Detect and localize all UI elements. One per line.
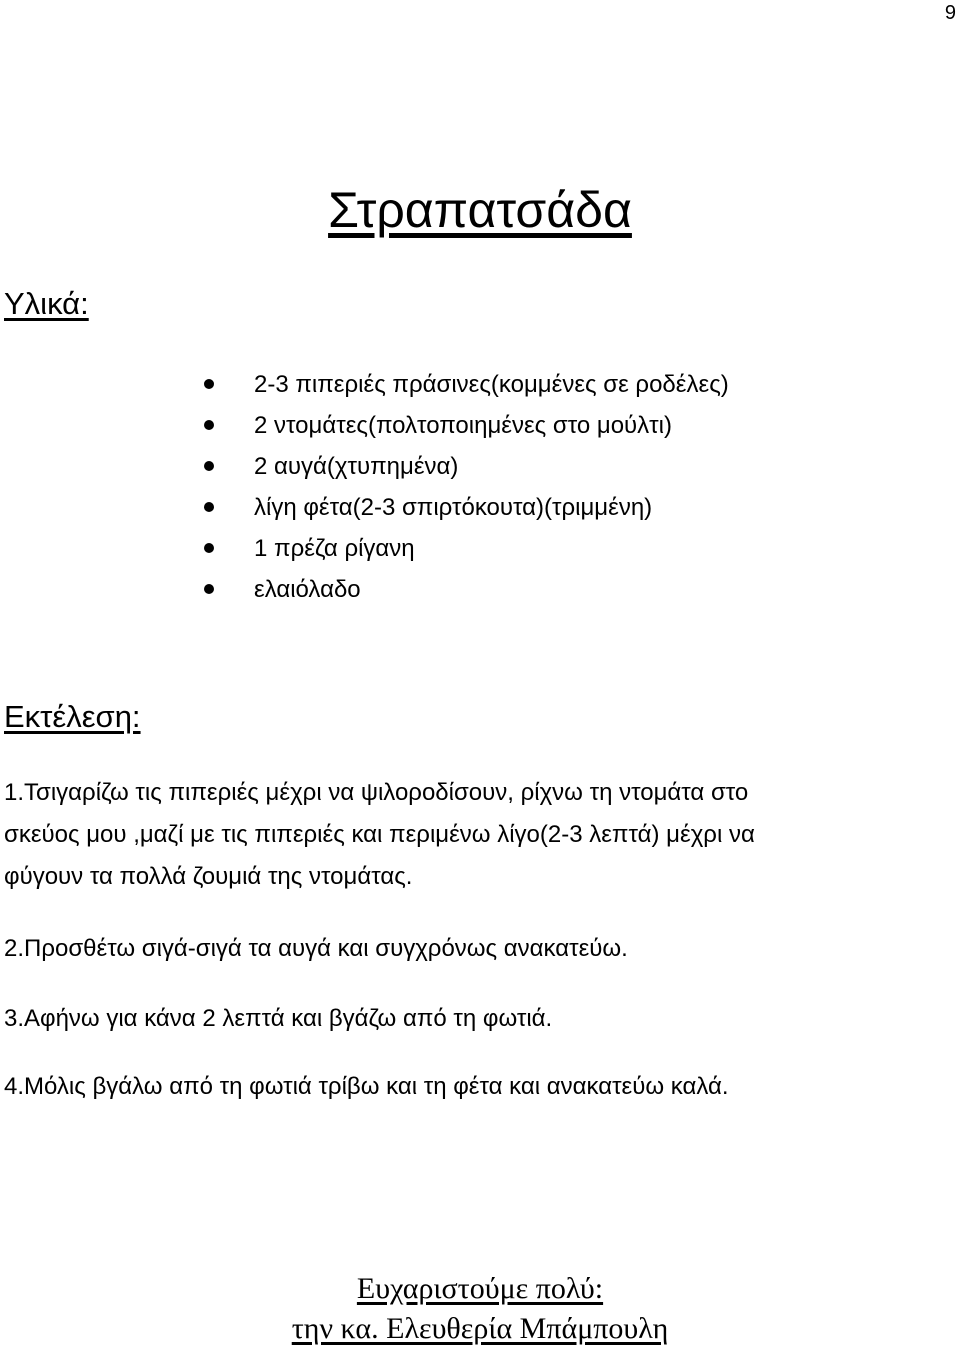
bullet-icon — [204, 420, 214, 430]
step-line: 3.Αφήνω για κάνα 2 λεπτά και βγάζω από τη φωτιά. — [4, 1005, 553, 1032]
ingredient-text: 2 αυγά(χτυπημένα) — [254, 453, 459, 480]
recipe-title-text: Στραπατσάδα — [328, 182, 632, 238]
ingredients-list — [0, 364, 729, 610]
step-line: 1.Τσιγαρίζω τις πιπεριές μέχρι να ψιλοροδίσουν, ρίχνω τη ντομάτα στο — [4, 779, 749, 806]
page-number: 9 — [944, 2, 956, 24]
ingredient-text: 2-3 πιπεριές πράσινες(κομμένες σε ροδέλες) — [254, 371, 729, 398]
list-item — [0, 569, 729, 610]
step-3 — [4, 998, 949, 1040]
execution-heading: Εκτέλεση: — [4, 699, 141, 734]
list-item — [0, 446, 729, 487]
bullet-icon — [204, 461, 214, 471]
step-1 — [4, 772, 949, 898]
recipe-title — [0, 180, 960, 240]
bullet-icon — [204, 543, 214, 553]
ingredient-text: 1 πρέζα ρίγανη — [254, 535, 415, 562]
step-line: φύγουν τα πολλά ζουμιά της ντομάτας. — [4, 863, 413, 890]
list-item — [0, 528, 729, 569]
ingredient-text: 2 ντομάτες(πολτοποιημένες στο μούλτι) — [254, 412, 672, 439]
step-line: 2.Προσθέτω σιγά-σιγά τα αυγά και συγχρόνως ανακατεύω. — [4, 935, 628, 962]
bullet-icon — [204, 584, 214, 594]
ingredient-text: λίγη φέτα(2-3 σπιρτόκουτα)(τριμμένη) — [254, 494, 653, 521]
list-item — [0, 487, 729, 528]
bullet-icon — [204, 502, 214, 512]
step-line: σκεύος μου ,μαζί με τις πιπεριές και περιμένω λίγο(2-3 λεπτά) μέχρι να — [4, 821, 755, 848]
list-item — [0, 364, 729, 405]
step-2 — [4, 928, 949, 970]
ingredients-heading: Υλικά: — [4, 286, 89, 321]
thanks-note: Ευχαριστούμε πολύ: — [356, 1272, 604, 1305]
author-credit: την κα. Ελευθερία Μπάμπουλη — [291, 1312, 669, 1345]
ingredient-text: ελαιόλαδο — [254, 576, 361, 603]
list-item — [0, 405, 729, 446]
step-line: 4.Μόλις βγάλω από τη φωτιά τρίβω και τη φέτα και ανακατεύω καλά. — [4, 1073, 729, 1100]
bullet-icon — [204, 379, 214, 389]
step-4 — [4, 1066, 949, 1108]
